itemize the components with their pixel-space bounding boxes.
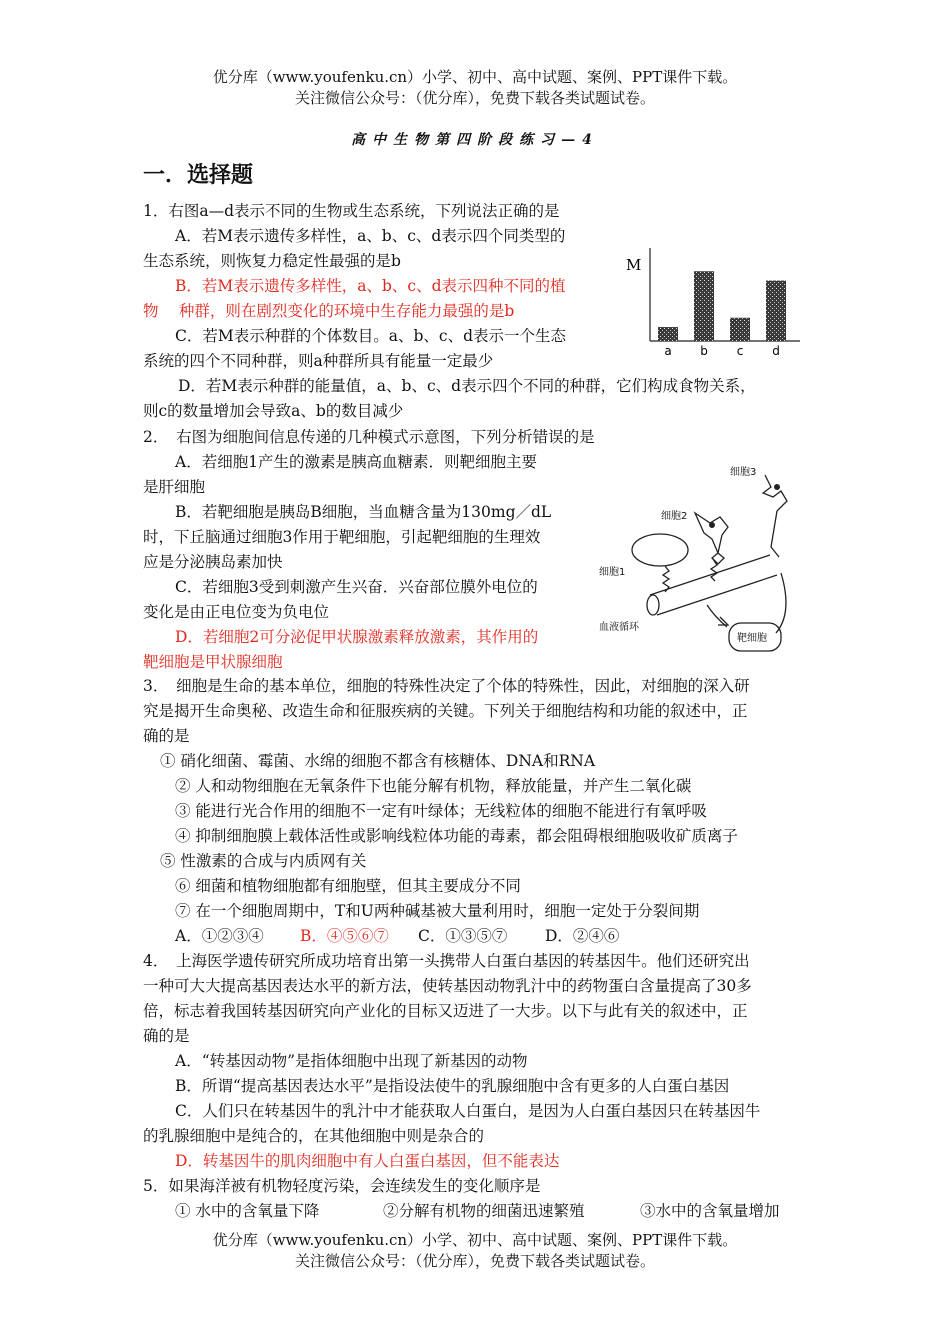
q3-item-7: ⑦ 在一个细胞周期中，T和U两种碱基被大量利用时，细胞一定处于分裂间期 xyxy=(175,902,700,920)
q4-option-c-1: C．人们只在转基因牛的乳汁中才能获取人白蛋白，是因为人白蛋白基因只在转基因牛 xyxy=(175,1102,761,1120)
q3-option-b: B．④⑤⑥⑦ xyxy=(300,927,389,945)
bar-a xyxy=(658,327,678,341)
q1-option-a-2: 生态系统，则恢复力稳定性最强的是b xyxy=(143,252,401,270)
tick-label-b: b xyxy=(700,344,708,358)
q2-option-a-1: A．若细胞1产生的激素是胰高血糖素．则靶细胞主要 xyxy=(175,453,538,471)
q4-stem-4: 确的是 xyxy=(143,1027,190,1045)
q2-option-d-1: D．若细胞2可分泌促甲状腺激素释放激素，其作用的 xyxy=(175,628,539,646)
label-target: 靶细胞 xyxy=(737,633,767,644)
q1-option-b-1: B．若M表示遗传多样性，a、b、c、d表示四种不同的植 xyxy=(175,277,566,295)
chart-y-label: M xyxy=(626,256,642,274)
bar-b xyxy=(694,271,714,341)
q1-option-c-1: C．若M表示种群的个体数目。a、b、c、d表示一个生态 xyxy=(175,327,566,345)
blood-vessel xyxy=(650,555,777,615)
label-blood: 血液循环 xyxy=(599,622,639,633)
label-cell-3: 细胞3 xyxy=(730,467,757,478)
hormone-arrow xyxy=(707,605,727,627)
q4-option-b: B．所谓“提高基因表达水平”是指设法使牛的乳腺细胞中含有更多的人白蛋白基因 xyxy=(175,1077,730,1095)
label-cell-1: 细胞1 xyxy=(599,567,626,578)
q1-option-b-2: 物 种群，则在剧烈变化的环境中生存能力最强的是b xyxy=(143,302,515,320)
q4-stem-3: 倍，标志着我国转基因研究向产业化的目标又迈进了一大步。以下与此有关的叙述中，正 xyxy=(143,1002,748,1020)
section-title: 一．选择题 xyxy=(143,163,254,188)
q3-option-d: D．②④⑥ xyxy=(545,927,620,945)
q2-option-b-2: 时，下丘脑通过细胞3作用于靶细胞，引起靶细胞的生理效 xyxy=(143,528,541,546)
q5-option-3: ③水中的含氧量增加 xyxy=(640,1202,780,1220)
q3-item-2: ② 人和动物细胞在无氧条件下也能分解有机物，释放能量，并产生二氧化碳 xyxy=(175,777,692,795)
q2-option-a-2: 是肝细胞 xyxy=(143,478,206,496)
q4-option-d: D．转基因牛的肌肉细胞中有人白蛋白基因，但不能表达 xyxy=(175,1152,560,1170)
q5-stem: 5．如果海洋被有机物轻度污染，会连续发生的变化顺序是 xyxy=(143,1177,541,1195)
q3-item-1: ① 硝化细菌、霉菌、水绵的细胞不都含有核糖体、DNA和RNA xyxy=(160,752,596,770)
q3-option-a: A．①②③④ xyxy=(175,927,264,945)
tick-label-c: c xyxy=(736,344,744,358)
doc-title: 高中生物第四阶段练习—4 xyxy=(351,132,599,148)
footer-line-2: 关注微信公众号：（优分库），免费下载各类试题试卷。 xyxy=(294,1252,655,1270)
header-line-1: 优分库（www.youfenku.cn）小学、初中、高中试题、案例、PPT课件下载。 xyxy=(212,68,738,86)
q2-option-b-1: B．若靶细胞是胰岛B细胞，当血糖含量为130mg／dL xyxy=(175,503,552,521)
q4-stem-1: 4． 上海医学遗传研究所成功培育出第一头携带人白蛋白基因的转基因牛。他们还研究出 xyxy=(143,952,750,970)
q4-option-a: A．“转基因动物”是指体细胞中出现了新基因的动物 xyxy=(175,1052,528,1070)
tick-label-a: a xyxy=(664,344,672,358)
q3-item-3: ③ 能进行光合作用的细胞不一定有叶绿体；无线粒体的细胞不能进行有氧呼吸 xyxy=(175,802,707,820)
q2-option-b-3: 应是分泌胰岛素加快 xyxy=(143,553,283,571)
q3-stem-2: 究是揭开生命奥秘、改造生命和征服疾病的关键。下列关于细胞结构和功能的叙述中，正 xyxy=(143,702,748,720)
bar-c xyxy=(730,318,750,341)
q4-stem-2: 一种可大大提高基因表达水平的新方法，使转基因动物乳汁中的药物蛋白含量提高了30多 xyxy=(143,977,752,995)
q2-option-c-2: 变化是由正电位变为负电位 xyxy=(143,603,330,621)
q2-option-c-1: C．若细胞3受到刺激产生兴奋．兴奋部位膜外电位的 xyxy=(175,578,538,596)
q4-option-c-2: 的乳腺细胞中是纯合的，在其他细胞中则是杂合的 xyxy=(143,1127,485,1145)
cell-3-axon xyxy=(776,573,786,633)
q3-stem-3: 确的是 xyxy=(143,727,190,745)
q1-option-c-2: 系统的四个不同种群，则a种群所具有能量一定最少 xyxy=(143,352,494,370)
q1-option-d-1: D．若M表示种群的能量值，a、b、c、d表示四个不同的种群，它们构成食物关系， xyxy=(178,377,756,395)
cell-1-secretion xyxy=(663,566,669,592)
cell-2-nucleus xyxy=(709,522,715,528)
q3-item-4: ④ 抑制细胞膜上载体活性或影响线粒体功能的毒素，都会阻碍根细胞吸收矿质离子 xyxy=(175,827,738,845)
cell-1-shape xyxy=(632,534,688,566)
cell-2-neuron xyxy=(695,513,728,564)
cell-3-nucleus xyxy=(774,484,780,490)
vessel-end xyxy=(647,595,659,615)
q1-option-d-2: 则c的数量增加会导致a、b的数目减少 xyxy=(143,402,404,420)
q3-option-c: C．①③⑤⑦ xyxy=(418,927,508,945)
q3-item-6: ⑥ 细菌和植物细胞都有细胞壁，但其主要成分不同 xyxy=(175,877,521,895)
tick-label-d: d xyxy=(772,344,780,358)
q5-option-2: ②分解有机物的细菌迅速繁殖 xyxy=(383,1202,585,1220)
q2-option-d-2: 靶细胞是甲状腺细胞 xyxy=(143,653,283,671)
q1-option-a-1: A．若M表示遗传多样性，a、b、c、d表示四个同类型的 xyxy=(175,227,566,245)
cell-signaling-diagram xyxy=(595,455,810,670)
q3-item-5: ⑤ 性激素的合成与内质网有关 xyxy=(160,852,367,870)
q1-stem: 1．右图a—d表示不同的生物或生态系统，下列说法正确的是 xyxy=(143,202,560,220)
q2-stem: 2． 右图为细胞间信息传递的几种模式示意图，下列分析错误的是 xyxy=(143,428,595,446)
q5-option-1: ① 水中的含氧量下降 xyxy=(175,1202,320,1220)
bar-d xyxy=(766,281,786,341)
q1-bar-chart xyxy=(620,240,810,370)
q3-stem-1: 3． 细胞是生命的基本单位，细胞的特殊性决定了个体的特殊性，因此，对细胞的深入研 xyxy=(143,677,750,695)
label-cell-2: 细胞2 xyxy=(661,511,688,522)
header-line-2: 关注微信公众号：（优分库），免费下载各类试题试卷。 xyxy=(294,89,655,107)
footer-line-1: 优分库（www.youfenku.cn）小学、初中、高中试题、案例、PPT课件下载。 xyxy=(212,1231,738,1249)
